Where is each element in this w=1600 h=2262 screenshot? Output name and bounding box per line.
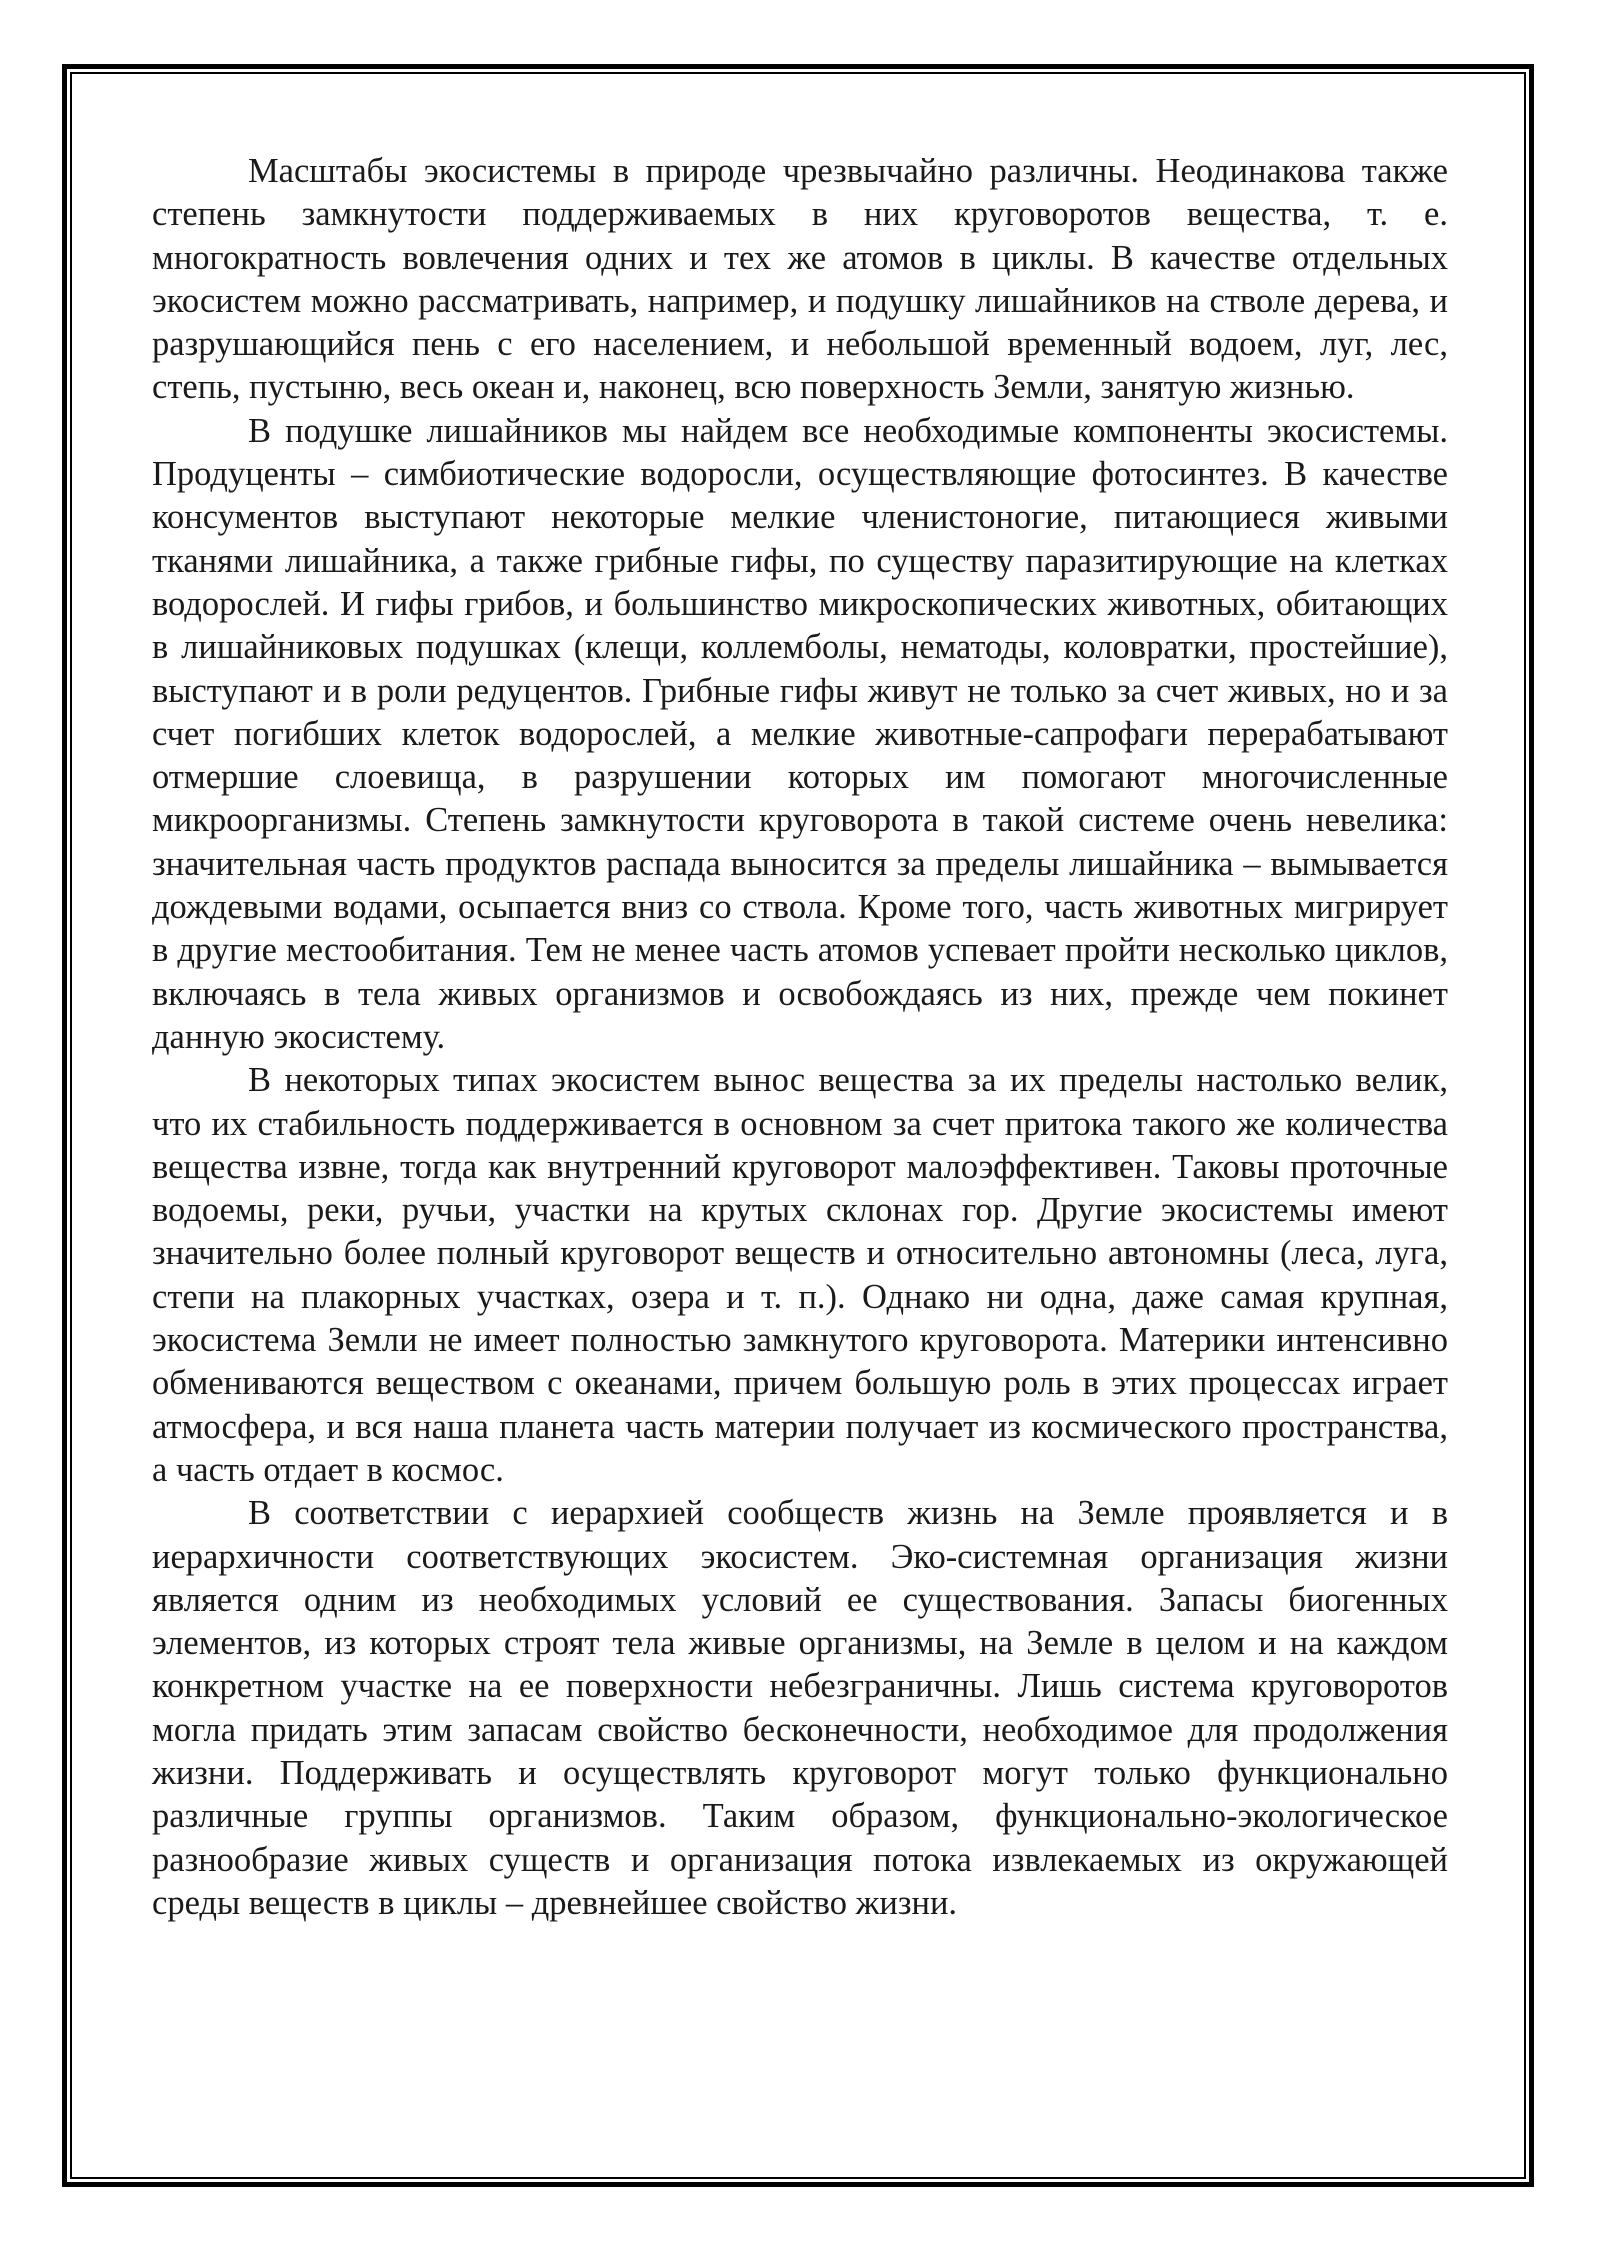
document-body <box>152 150 1448 1925</box>
paragraph: В соответствии с иерархией сообществ жизнь на Земле проявляется и в иерархичности соответствующих экосистем. Эко-системная организация жизни является одним из необходимых условий ее существования. Запасы биогенных элементов, из которых строят тела живые организмы, на Земле в целом и на каждом конкретном участке на ее поверхности небезграничны. Лишь система круговоротов могла придать этим запасам свойство бесконечности, необходимое для продолжения жизни. Поддерживать и осуществлять круговорот могут только функционально различные группы организмов. Таким образом, функционально-экологическое разнообразие живых существ и организация потока извлекаемых из окружающей среды веществ в циклы – древнейшее свойство жизни. <box>152 1494 1448 1922</box>
paragraph: В некоторых типах экосистем вынос вещества за их пределы настолько велик, что их стабильность поддерживается в основном за счет притока такого же количества вещества извне, тогда как внутренний круговорот малоэффективен. Таковы проточные водоемы, реки, ручьи, участки на крутых склонах гор. Другие экосистемы имеют значительно более полный круговорот веществ и относительно автономны (леса, луга, степи на плакорных участках, озера и т. п.). Однако ни одна, даже самая крупная, экосистема Земли не имеет полностью замкнутого круговорота. Материки интенсивно обмениваются веществом с океанами, причем большую роль в этих процессах играет атмосфера, и вся наша планета часть материи получает из космического пространства, а часть отдает в космос. <box>152 1061 1448 1489</box>
paragraph: В подушке лишайников мы найдем все необходимые компоненты экосистемы. Продуценты – симбиотические водоросли, осуществляющие фотосинтез. В качестве консументов выступают некоторые мелкие членистоногие, питающиеся живыми тканями лишайника, а также грибные гифы, по существу паразитирующие на клетках водорослей. И гифы грибов, и большинство микроскопических животных, обитающих в лишайниковых подушках (клещи, коллемболы, нематоды, коловратки, простейшие), выступают и в роли редуцентов. Грибные гифы живут не только за счет живых, но и за счет погибших клеток водорослей, а мелкие животные-сапрофаги перерабатывают отмершие слоевища, в разрушении которых им помогают многочисленные микроорганизмы. Степень замкнутости круговорота в такой системе очень невелика: значительная часть продуктов распада выносится за пределы лишайника – вымывается дождевыми водами, осыпается вниз со ствола. Кроме того, часть животных мигрирует в другие местообитания. Тем не менее часть атомов успевает пройти несколько циклов, включаясь в тела живых организмов и освобождаясь из них, прежде чем покинет данную экосистему. <box>152 411 1448 1056</box>
paragraph: Масштабы экосистемы в природе чрезвычайно различны. Неодинакова также степень замкнутости поддерживаемых в них круговоротов вещества, т. е. многократность вовлечения одних и тех же атомов в циклы. В качестве отдельных экосистем можно рассматривать, например, и подушку лишайников на стволе дерева, и разрушающийся пень с его населением, и небольшой временный водоем, луг, лес, степь, пустыню, весь океан и, наконец, всю поверхность Земли, занятую жизнью. <box>152 152 1448 407</box>
